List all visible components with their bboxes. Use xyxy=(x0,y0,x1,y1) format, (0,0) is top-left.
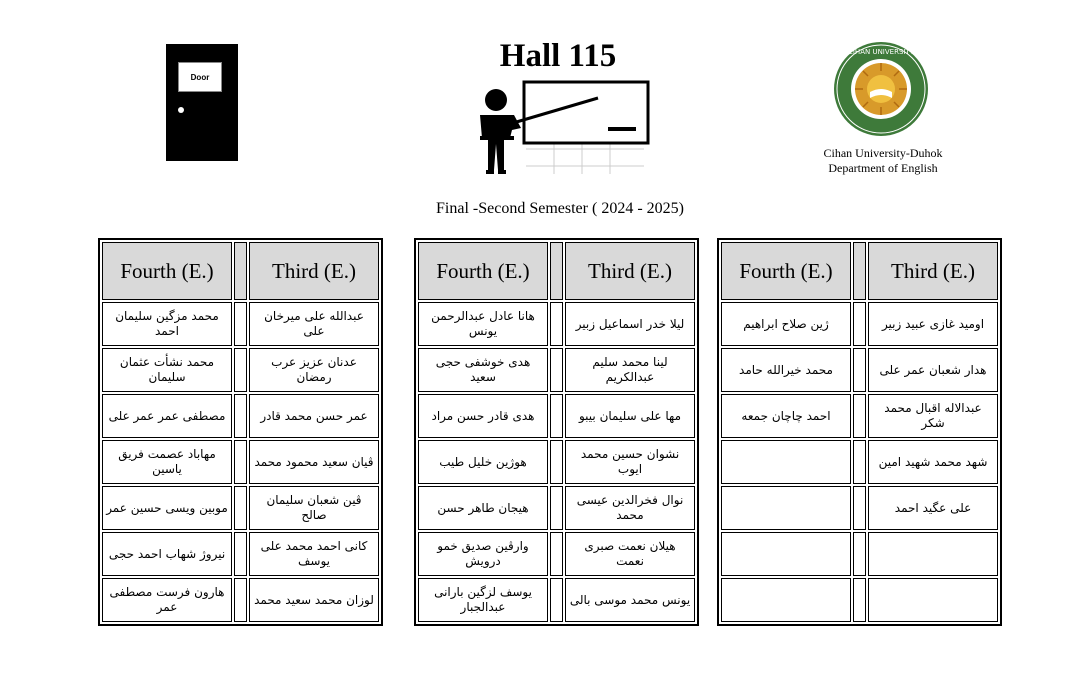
student-name-fourth xyxy=(721,532,851,576)
table-row xyxy=(418,532,695,576)
table-row xyxy=(102,578,379,622)
table-row xyxy=(418,302,695,346)
student-name-fourth: هارون فرست مصطفی عمر xyxy=(102,578,232,622)
student-name-fourth: هدی قادر حسن مراد xyxy=(418,394,548,438)
student-name-fourth: مصطفی عمر عمر علی xyxy=(102,394,232,438)
student-name-fourth: احمد چاچان جمعه xyxy=(721,394,851,438)
table-row xyxy=(721,348,998,392)
row-gap xyxy=(550,302,563,346)
student-name-fourth: یوسف لزگین بارانی عبدالجبار xyxy=(418,578,548,622)
table-row xyxy=(102,532,379,576)
column-header-fourth: Fourth (E.) xyxy=(721,242,851,300)
student-name-fourth: محمد نشأت عثمان سلیمان xyxy=(102,348,232,392)
table-row xyxy=(102,348,379,392)
table-row xyxy=(721,440,998,484)
column-gap xyxy=(550,242,563,300)
student-name-fourth: هدی خوشفی حجی سعید xyxy=(418,348,548,392)
student-name-third xyxy=(868,532,998,576)
door-graphic xyxy=(166,44,238,161)
table-row xyxy=(418,348,695,392)
table-row xyxy=(721,532,998,576)
student-name-fourth: هیجان طاهر حسن xyxy=(418,486,548,530)
table-row xyxy=(102,440,379,484)
student-name-fourth: هانا عادل عبدالرحمن یونس xyxy=(418,302,548,346)
student-name-third: لیلا خدر اسماعیل زبیر xyxy=(565,302,695,346)
student-name-third: ڤیان سعید محمود محمد xyxy=(249,440,379,484)
column-header-third: Third (E.) xyxy=(868,242,998,300)
row-gap xyxy=(853,302,866,346)
student-name-third: عبدالله علی میرخان علی xyxy=(249,302,379,346)
teacher-whiteboard-icon xyxy=(458,78,664,178)
student-name-third: لینا محمد سلیم عبدالکریم xyxy=(565,348,695,392)
row-gap xyxy=(853,348,866,392)
semester-subtitle: Final -Second Semester ( 2024 - 2025) xyxy=(436,200,684,217)
row-gap xyxy=(550,532,563,576)
table-row xyxy=(721,578,998,622)
table-row xyxy=(721,394,998,438)
student-name-third: یونس محمد موسی بالی xyxy=(565,578,695,622)
row-gap xyxy=(550,440,563,484)
row-gap xyxy=(550,486,563,530)
student-name-third: هیلان نعمت صبری نعمت xyxy=(565,532,695,576)
row-gap xyxy=(550,394,563,438)
column-gap xyxy=(234,242,247,300)
student-name-fourth xyxy=(721,578,851,622)
student-name-third: هدار شعبان عمر علی xyxy=(868,348,998,392)
student-name-third: عدنان عزیز عرب رمضان xyxy=(249,348,379,392)
column-header-third: Third (E.) xyxy=(565,242,695,300)
table-row xyxy=(418,486,695,530)
table-row xyxy=(418,578,695,622)
seating-table-1 xyxy=(98,238,383,626)
student-name-third: اومید غازی عبید زبیر xyxy=(868,302,998,346)
student-name-third: شهد محمد شهید امین xyxy=(868,440,998,484)
column-header-fourth: Fourth (E.) xyxy=(418,242,548,300)
hall-title: Hall 115 xyxy=(499,38,617,74)
student-name-third: نوال فخرالدین عیسی محمد xyxy=(565,486,695,530)
table-row xyxy=(102,302,379,346)
student-name-fourth xyxy=(721,486,851,530)
column-header-fourth: Fourth (E.) xyxy=(102,242,232,300)
table-row xyxy=(418,440,695,484)
student-name-third: لوزان محمد سعید محمد xyxy=(249,578,379,622)
student-name-fourth: وارڤین صدیق خمو درویش xyxy=(418,532,548,576)
student-name-third: علی عگید احمد xyxy=(868,486,998,530)
table-row xyxy=(102,394,379,438)
student-name-third: نشوان حسین محمد ایوب xyxy=(565,440,695,484)
student-name-fourth: ژین صلاح ابراهیم xyxy=(721,302,851,346)
university-name: Cihan University-Duhok xyxy=(823,146,943,160)
student-name-fourth: محمد خیرالله حامد xyxy=(721,348,851,392)
university-logo xyxy=(832,40,930,138)
row-gap xyxy=(853,394,866,438)
column-header-third: Third (E.) xyxy=(249,242,379,300)
row-gap xyxy=(234,486,247,530)
student-name-third: مها علی سلیمان بیبو xyxy=(565,394,695,438)
table-row xyxy=(721,302,998,346)
student-name-third: کانی احمد محمد علی یوسف xyxy=(249,532,379,576)
student-name-fourth xyxy=(721,440,851,484)
student-name-third: عمر حسن محمد قادر xyxy=(249,394,379,438)
row-gap xyxy=(234,394,247,438)
table-row xyxy=(418,394,695,438)
student-name-fourth: موبین ویسی حسین عمر xyxy=(102,486,232,530)
row-gap xyxy=(234,302,247,346)
row-gap xyxy=(550,348,563,392)
door-knob xyxy=(178,107,184,113)
row-gap xyxy=(234,578,247,622)
student-name-fourth: محمد مزگین سلیمان احمد xyxy=(102,302,232,346)
department-name: Department of English xyxy=(828,161,938,175)
row-gap xyxy=(234,532,247,576)
student-name-fourth: نیروژ شهاب احمد حجی xyxy=(102,532,232,576)
student-name-fourth: هوژین خلیل طیب xyxy=(418,440,548,484)
row-gap xyxy=(550,578,563,622)
door-sign: Door xyxy=(178,62,222,92)
seating-table-3 xyxy=(717,238,1002,626)
row-gap xyxy=(234,348,247,392)
university-caption xyxy=(790,146,976,176)
student-name-fourth: مهاباد عصمت فریق یاسین xyxy=(102,440,232,484)
student-name-third xyxy=(868,578,998,622)
student-name-third: ڤین شعبان سلیمان صالح xyxy=(249,486,379,530)
row-gap xyxy=(853,440,866,484)
seating-table-2 xyxy=(414,238,699,626)
row-gap xyxy=(234,440,247,484)
row-gap xyxy=(853,532,866,576)
column-gap xyxy=(853,242,866,300)
student-name-third: عبدالاله اقبال محمد شکر xyxy=(868,394,998,438)
table-row xyxy=(721,486,998,530)
row-gap xyxy=(853,578,866,622)
logo-text: CIHAN UNIVERSITY xyxy=(847,48,915,56)
row-gap xyxy=(853,486,866,530)
table-row xyxy=(102,486,379,530)
